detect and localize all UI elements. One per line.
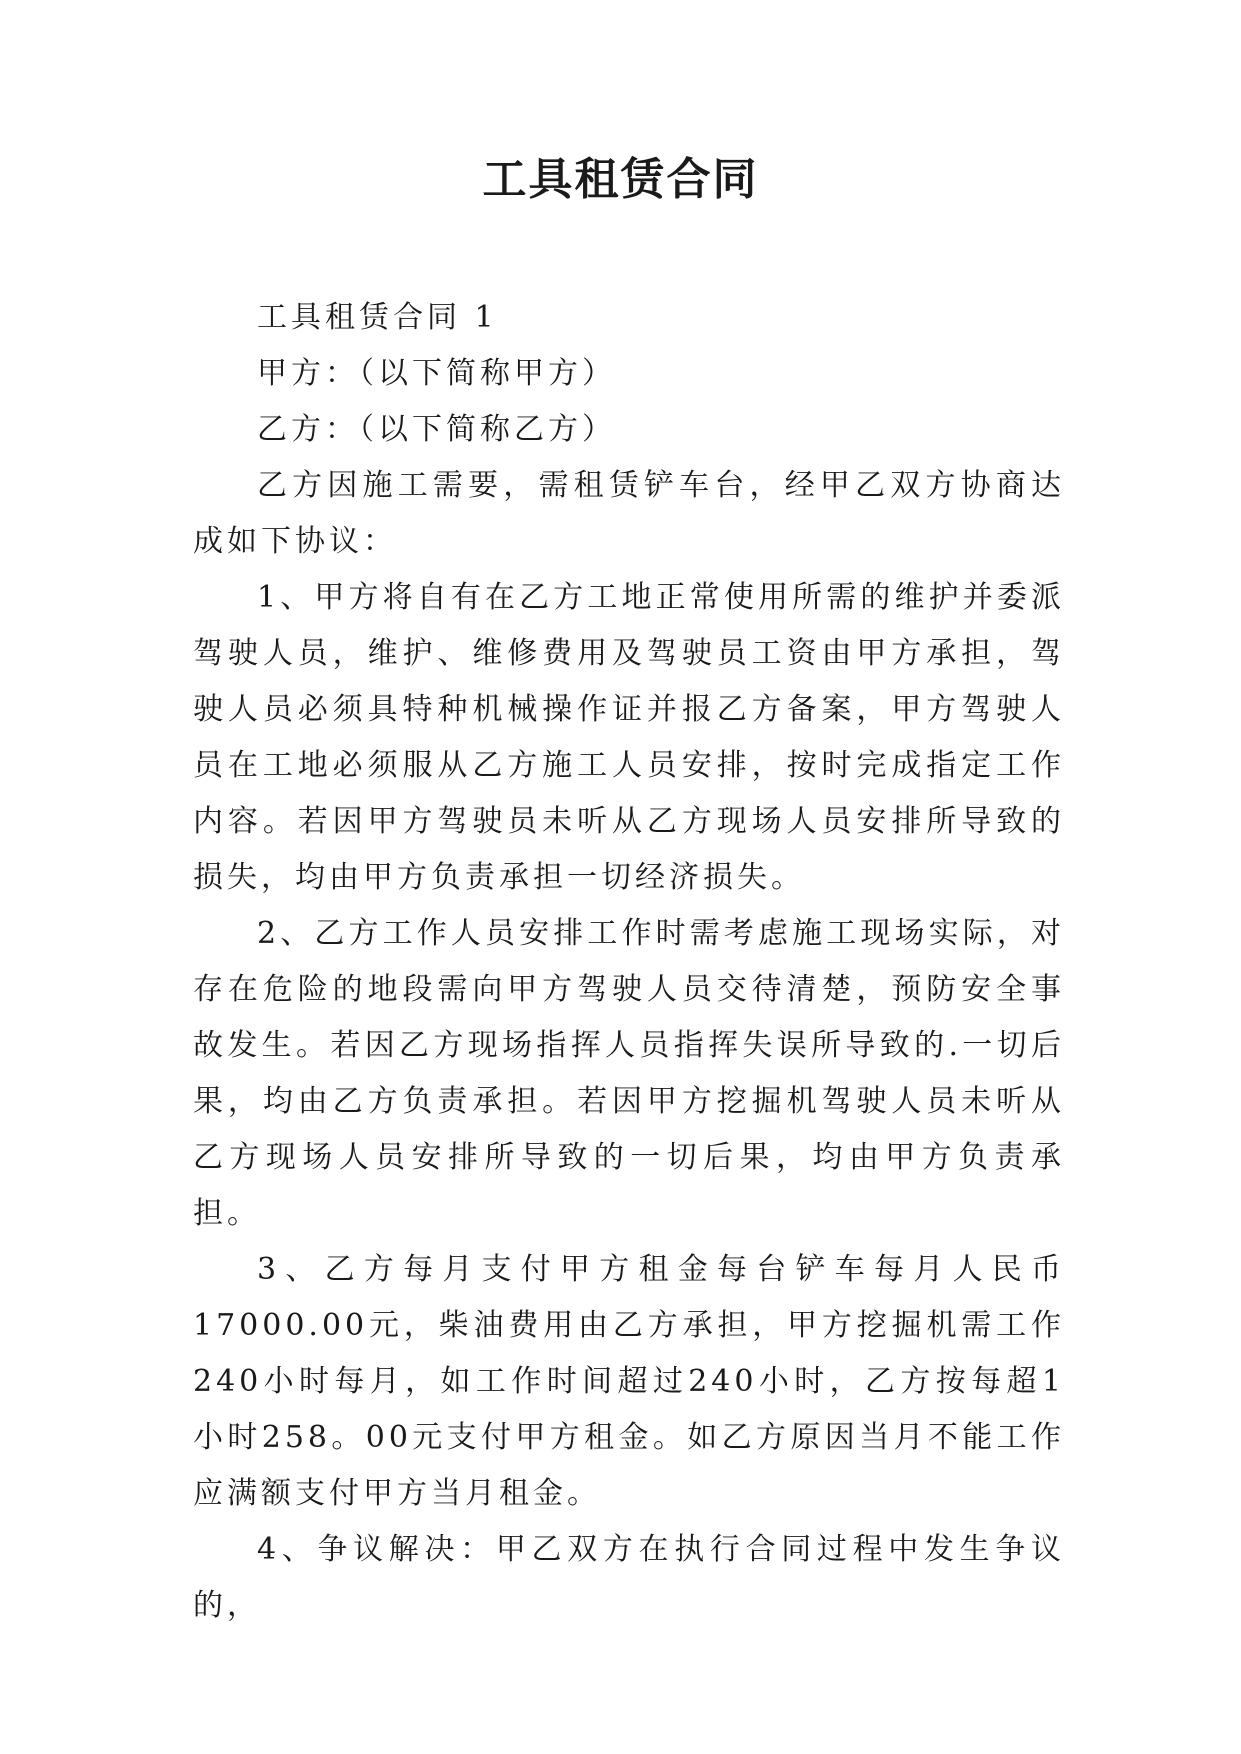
- document-body: [193, 290, 1065, 1634]
- document-title: 工具租赁合同: [482, 154, 759, 205]
- intro-paragraph: 乙方因施工需要，需租赁铲车台，经甲乙双方协商达成如下协议：: [193, 468, 1065, 559]
- clause-2: 2、乙方工作人员安排工作时需考虑施工现场实际，对存在危险的地段需向甲方驾驶人员交待清楚，预防安全事故发生。若因乙方现场指挥人员指挥失误所导致的.一切后果，均由乙方负责承担。若因甲方挖掘机驾驶人员未听从乙方现场人员安排所导致的一切后果，均由甲方负责承担。: [193, 916, 1065, 1231]
- party-b-line: 乙方：（以下简称乙方）: [257, 412, 616, 447]
- clause-1: 1、甲方将自有在乙方工地正常使用所需的维护并委派驾驶人员，维护、维修费用及驾驶员工资由甲方承担，驾驶人员必须具特种机械操作证并报乙方备案，甲方驾驶人员在工地必须服从乙方施工人员安排，按时完成指定工作内容。若因甲方驾驶员未听从乙方现场人员安排所导致的损失，均由甲方负责承担一切经济损失。: [193, 580, 1065, 895]
- contract-subtitle: 工具租赁合同 1: [257, 300, 498, 335]
- party-a-line: 甲方：（以下简称甲方）: [257, 356, 616, 391]
- clause-3: 3、乙方每月支付甲方租金每台铲车每月人民币17000.00元，柴油费用由乙方承担，甲方挖掘机需工作240小时每月，如工作时间超过240小时，乙方按每超1小时258。00元支付甲方租金。如乙方原因当月不能工作应满额支付甲方当月租金。: [193, 1252, 1065, 1511]
- clause-4: 4、争议解决：甲乙双方在执行合同过程中发生争议的，: [193, 1532, 1065, 1623]
